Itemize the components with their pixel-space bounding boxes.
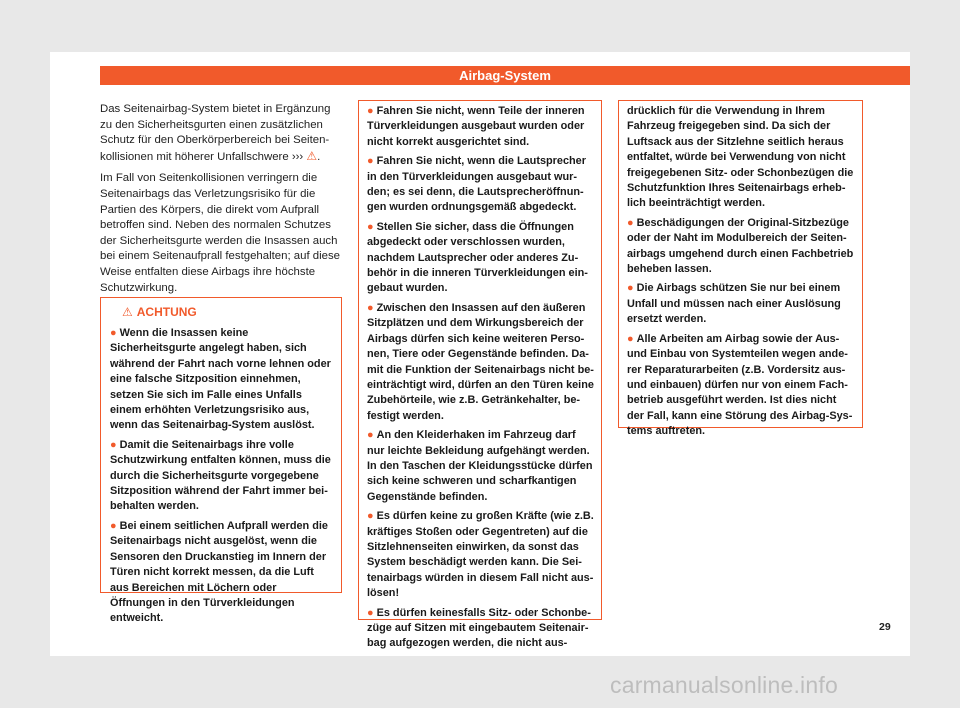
bullet-icon: ● [627,332,634,345]
list-item: ● Bei einem seitlichen Aufprall werden die Seitenairbags nicht ausgelöst, wenn die Sensoren den Druckanstieg im Innern der Türen nicht korrekt messen, da die Luft aus Bereichen mit Löchern oder Öffnungen in den Türverkleidungen entweicht. [110,519,328,625]
list-item: ● Alle Arbeiten am Airbag sowie der Aus- und Einbau von Systemteilen wegen anderer Reparaturarbeiten (z.B. Vordersitz aus- und einbauen) dürfen nur von einem Fachbetrieb ausgeführt werden. Ist dies nicht der Fall, kann eine Störung des Airbag-Systems auftreten. [627,332,853,438]
list-item: ● Die Airbags schützen Sie nur bei einem Unfall und müssen nach einer Auslösung ersetzt werden. [627,282,841,326]
list-item: ● Stellen Sie sicher, dass die Öffnungen abgedeckt oder verschlossen wurden, nachdem Lautsprecher oder anderes Zubehör in die inneren Türverkleidungen eingebaut wurden. [367,220,588,295]
list-item: ● Zwischen den Insassen auf den äußeren Sitzplätzen und dem Wirkungsbereich der Airbags dürfen sich keine weiteren Personen, Tiere oder Gegenstände befinden. Damit die Funktion der Seitenairbags nicht beeinträchtigt wird, dürfen an den Türen keine Zubehörteile, wie z.B. Getränkehalter, befestigt werden. [367,301,594,422]
bullet-icon: ● [367,155,374,168]
bullet-icon: ● [627,216,634,229]
continued-text: drücklich für die Verwendung in Ihrem Fahrzeug freigegeben sind. Da sich der Luftsack aus der Sitzlehne seitlich heraus entfaltet, würde bei Verwendung von nicht freigegebenen Sitz- oder Schonbezügen die Schutzfunktion Ihres Seitenairbags erheblich beeinträchtigt werden. [627,105,854,210]
bullet-icon: ● [367,429,374,442]
intro-paragraph-1: Das Seitenairbag-System bietet in Ergänzung zu den Sicherheitsgurten einen zusätzlichen Schutz für den Oberkörperbereich bei Seitenkollisionen mit höherer Unfallschwere ››› ⚠. [100,103,331,163]
list-item: ● An den Kleiderhaken im Fahrzeug darf nur leichte Bekleidung aufgehängt werden. In den Taschen der Kleidungsstücke dürfen sich keine schweren und scharfkantigen Gegenstände befinden. [367,429,593,503]
list-item: ● Beschädigungen der Original-Sitzbezüge oder der Naht im Modulbereich der Seitenairbags umgehend durch einen Fachbetrieb beheben lassen. [627,216,854,276]
warning-box-1 [100,297,342,625]
list-item: ● Wenn die Insassen keine Sicherheitsgurte angelegt haben, sich während der Fahrt nach vorne lehnen oder eine falsche Sitzposition einnehmen, setzen Sie sich im Falle eines Unfalls einem erhöhten Verletzungsrisiko aus, wenn das Seitenairbag-System auslöst. [110,327,331,432]
watermark: carmanualsonline.info [610,672,838,698]
bullet-icon: ● [367,510,374,523]
manual-page [50,52,910,656]
warning-box-3 [618,100,863,438]
list-item: ● Es dürfen keinesfalls Sitz- oder Schonbezüge auf Sitzen mit eingebautem Seitenairbag aufgezogen werden, die nicht aus- [367,606,591,650]
bullet-icon: ● [367,105,374,117]
bullet-icon: ● [367,301,374,314]
warning-box-2 [358,100,602,650]
bullet-icon: ● [110,327,117,339]
warning-triangle-icon: ⚠ [306,148,318,163]
warning-title: ⚠ ACHTUNG [122,305,197,319]
bullet-icon: ● [367,606,374,619]
list-item: ● Es dürfen keine zu großen Kräfte (wie z.B. kräftiges Stoßen oder Gegentreten) auf die Sitzlehnenseiten einwirken, da sonst das System beschädigt werden kann. Die Seitenairbags würden in diesem Fall nicht auslösen! [367,510,594,600]
list-item: ● Damit die Seitenairbags ihre volle Schutzwirkung entfalten können, muss die durch die Sicherheitsgurte vorgegebene Sitzposition während der Fahrt immer beibehalten werden. [110,438,331,513]
bullet-icon: ● [110,438,117,451]
list-item: ● Fahren Sie nicht, wenn die Lautsprecher in den Türverkleidungen ausgebaut wurden; es sei denn, die Lautsprecheröffnungen wurden ordnungsgemäß abgedeckt. [367,155,586,214]
bullet-icon: ● [627,282,634,295]
intro-column [100,102,344,302]
bullet-icon: ● [367,220,374,233]
page-number: 29 [879,621,891,633]
warning-triangle-icon: ⚠ [122,305,133,319]
list-item: ● Fahren Sie nicht, wenn Teile der inneren Türverkleidungen ausgebaut wurden oder nicht korrekt ausgerichtet sind. [367,105,585,148]
section-title: Airbag-System [100,66,910,85]
bullet-icon: ● [110,519,117,532]
intro-paragraph-2: Im Fall von Seitenkollisionen verringern die Seitenairbags das Verletzungsrisiko für die Partien des Körpers, die direkt vom Aufprall betroffen sind. Neben des normalen Schutzes der Sicherheitsgurte werden die Insassen auch bei einem Seitenaufprall festgehalten; auf diese Weise entfalten diese Airbags ihre höchste Schutzwirkung. [100,172,340,294]
